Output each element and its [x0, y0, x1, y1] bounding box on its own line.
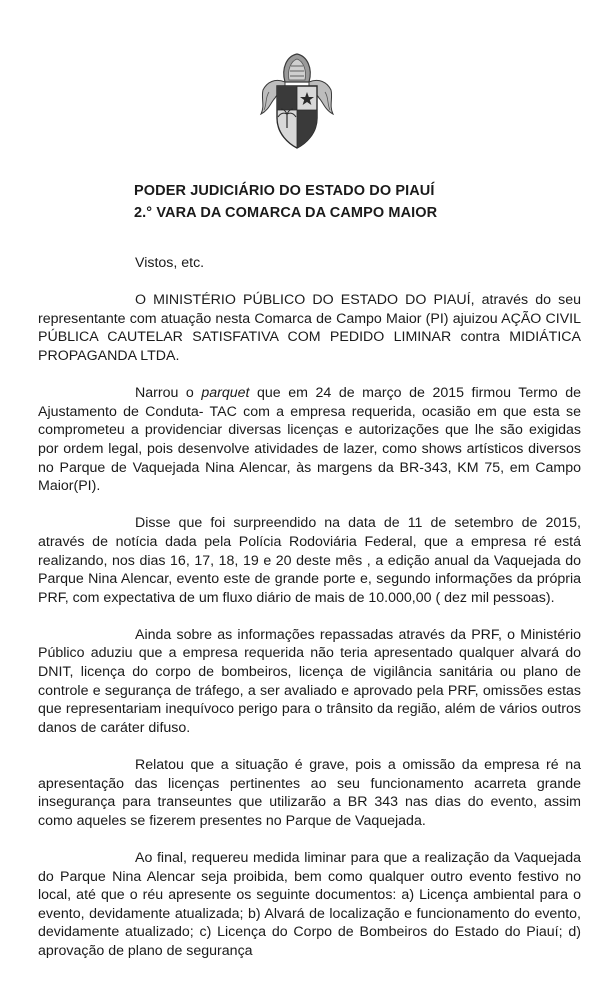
paragraph-2-start: Narrou o: [135, 385, 202, 402]
state-coat-of-arms-icon: [247, 52, 347, 152]
decision-body: [38, 254, 581, 979]
paragraph-6: Ao final, requereu medida liminar para que a realização da Vaquejada do Parque Nina Alencar seja proibida, bem como qualquer outro evento festivo no local, até que o réu apresente os seguinte documentos: a) Licença ambiental para o evento, devidamente atualizada; b) Alvará de localização e funcionamento do evento, devidamente atualizado; c) Licença do Corpo de Bombeiros do Estado do Piauí; d) aprovação de plano de segurança: [38, 850, 581, 959]
parquet-term: parquet: [201, 385, 250, 402]
court-heading-line1: PODER JUDICIÁRIO DO ESTADO DO PIAUÍ: [134, 183, 435, 199]
paragraph-5: Relatou que a situação é grave, pois a omissão da empresa ré na apresentação das licenças pertinentes ao seu funcionamento acarreta grande insegurança para transeuntes que utilizarão a BR 343 nas dias do evento, assim como aqueles se fizerem presentes no Parque de Vaquejada.: [38, 757, 581, 829]
court-heading-line2: 2.° VARA DA COMARCA DA CAMPO MAIOR: [134, 205, 438, 221]
paragraph-4: Ainda sobre as informações repassadas através da PRF, o Ministério Público aduziu que a empresa requerida não teria apresentado qualquer alvará do DNIT, licença do corpo de bombeiros, licença de vigilância sanitária ou plano de controle e segurança de tráfego, a ser avaliado e aprovado pela PRF, omissões estas que representariam inequívoco perigo para o trânsito da região, além de vários outros danos de caráter difuso.: [38, 626, 581, 736]
paragraph-3: Disse que foi surpreendido na data de 11 de setembro de 2015, através de notícia dada pela Polícia Rodoviária Federal, que a empresa ré está realizando, nos dias 16, 17, 18, 19 e 20 deste mês , a edição anual da Vaquejada do Parque Nina Alencar, evento este de grande porte e, segundo informações da própria PRF, com expectativa de um fluxo diário de mais de 10.000,00 ( dez mil pessoas).: [38, 515, 581, 606]
paragraph-1: O MINISTÉRIO PÚBLICO DO ESTADO DO PIAUÍ, através do seu representante com atuação nesta Comarca de Campo Maior (PI) ajuizou AÇÃO CIVIL PÚBLICA CAUTELAR SATISFATIVA COM PEDIDO LIMINAR contra MIDIÁTICA PROPAGANDA LTDA.: [38, 292, 581, 364]
paragraph-2-rest: que em 24 de março de 2015 firmou Termo de Ajustamento de Conduta- TAC com a empresa requerida, ocasião em que esta se comprometeu a providenciar diversas licenças e autorizações que lhe são exigidas por ordem legal, pois desenvolve atividades de lazer, como shows artísticos diversos no Parque de Vaquejada Nina Alencar, às margens da BR-343, KM 75, em Campo Maior(PI).: [38, 385, 582, 495]
paragraph-2: [38, 384, 581, 496]
court-heading: [134, 180, 437, 224]
greeting-paragraph: Vistos, etc.: [135, 255, 205, 271]
